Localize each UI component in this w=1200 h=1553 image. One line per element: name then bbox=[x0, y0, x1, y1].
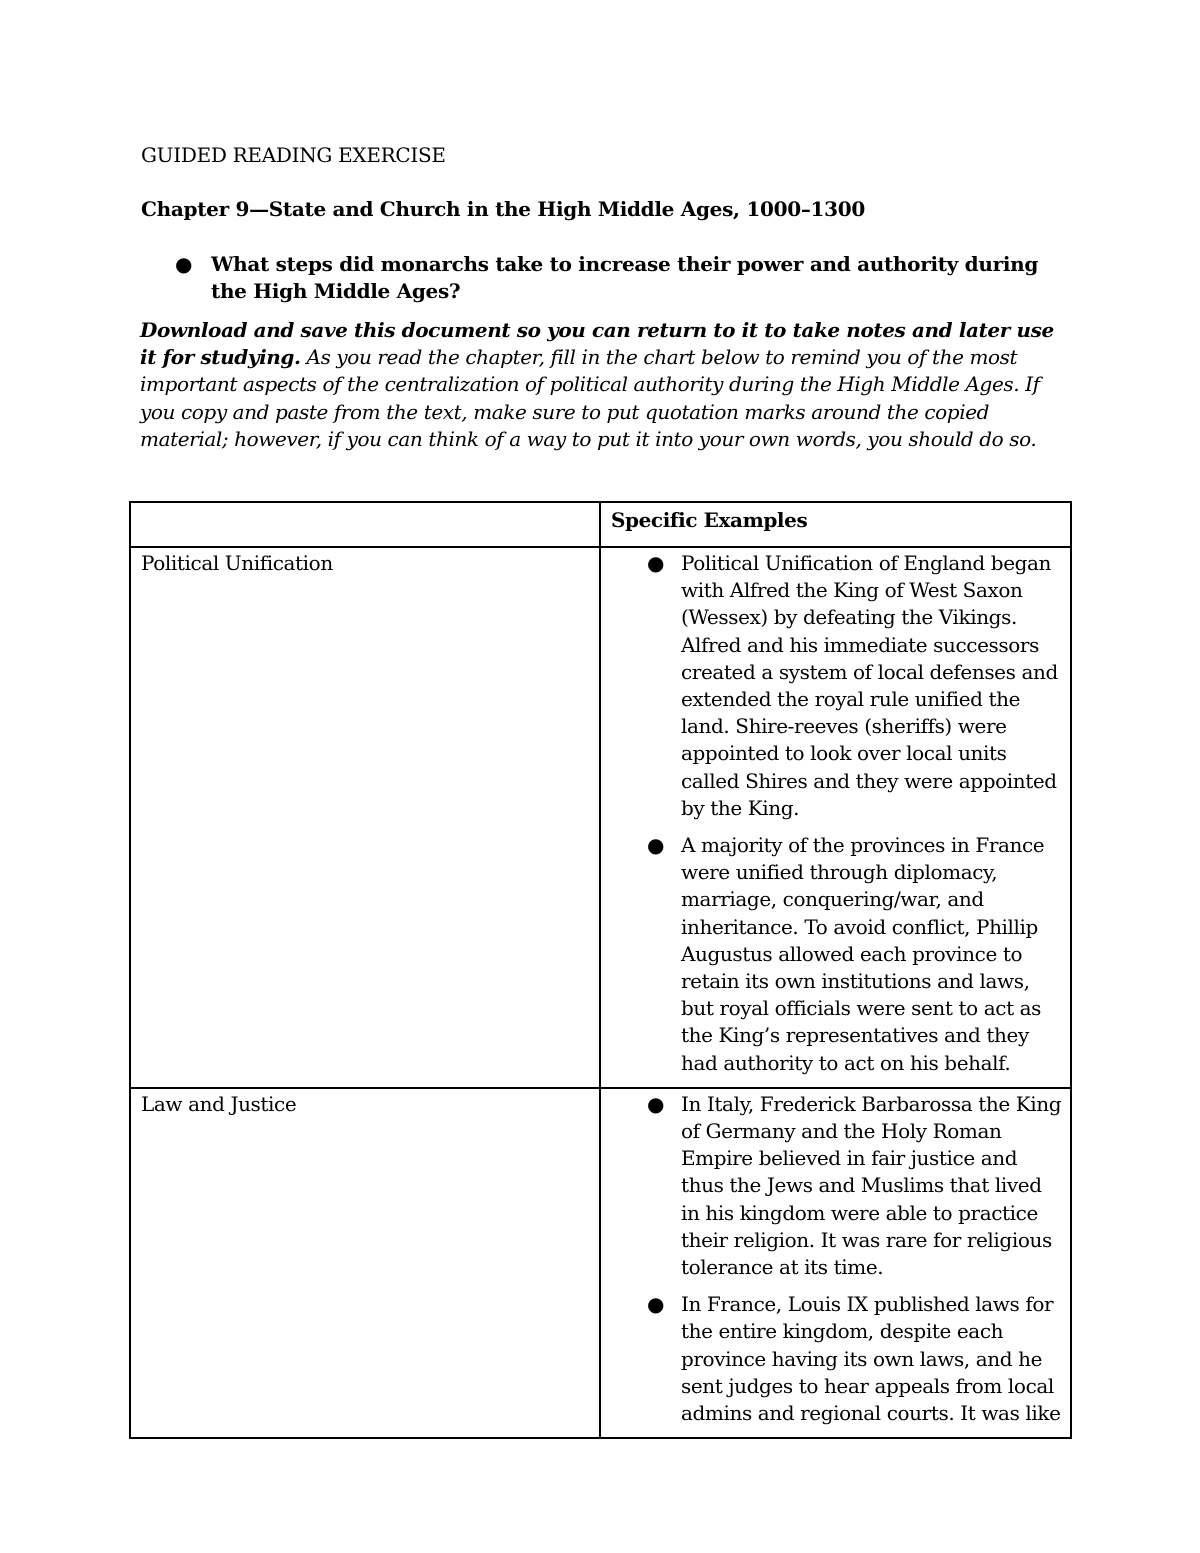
guiding-question-text: What steps did monarchs take to increase their power and authority during the High Middle Ages? bbox=[211, 252, 1039, 303]
list-item bbox=[601, 1291, 1070, 1427]
example-text: Political Unification of England began with Alfred the King of West Saxon (Wessex) by defeating the Vikings. Alfred and his immediate successors created a system of local defenses and extended the royal rule unified the land. Shire-reeves (sheriffs) were appointed to look over local units called Shires and they were appointed by the King. bbox=[680, 551, 1058, 820]
chart-header-specific-examples: Specific Examples bbox=[600, 502, 1071, 547]
examples-cell bbox=[600, 547, 1071, 1088]
table-row bbox=[130, 547, 1071, 1088]
instructions-bold: Download and save this document so you can return to it to take notes and later use it for studying. bbox=[140, 318, 1054, 370]
table-row bbox=[130, 1088, 1071, 1438]
bullet-icon: ● bbox=[646, 833, 665, 858]
bullet-icon: ● bbox=[175, 252, 193, 276]
bullet-icon: ● bbox=[646, 551, 665, 575]
category-law-and-justice: Law and Justice bbox=[130, 1088, 600, 1438]
example-text: In France, Louis IX published laws for the entire kingdom, despite each province having its own laws, and he sent judges to hear appeals from local admins and regional courts. It was like bbox=[680, 1292, 1061, 1426]
examples-cell bbox=[600, 1088, 1071, 1438]
category-political-unification: Political Unification bbox=[130, 547, 600, 1088]
instructions-paragraph bbox=[140, 317, 1060, 453]
instructions-text: As you read the chapter, fill in the chart below to remind you of the most important aspects of the centralization of political authority during the High Middle Ages. If you copy and paste from the text, make sure to put quotation marks around the copied material; however, if you can think of a way to put it into your own words, you should do so. bbox=[140, 345, 1040, 451]
chart-header-left bbox=[130, 502, 600, 547]
document-heading: GUIDED READING EXERCISE bbox=[141, 143, 446, 167]
example-text: A majority of the provinces in France were unified through diplomacy, marriage, conquering/war, and inheritance. To avoid conflict, Phillip Augustus allowed each province to retain its own institutions and laws, but royal officials were sent to act as the King’s representatives and they had authority to act on his behalf. bbox=[680, 833, 1045, 1075]
chapter-title: Chapter 9—State and Church in the High Middle Ages, 1000–1300 bbox=[141, 197, 865, 221]
examples-chart bbox=[129, 501, 1072, 1439]
example-text: In Italy, Frederick Barbarossa the King of Germany and the Holy Roman Empire believed in fair justice and thus the Jews and Muslims that lived in his kingdom were able to practice their religion. It was rare for religious tolerance at its time. bbox=[680, 1091, 1062, 1280]
examples-list bbox=[601, 1091, 1070, 1427]
bullet-icon: ● bbox=[646, 1091, 665, 1116]
bullet-icon: ● bbox=[646, 1292, 665, 1317]
chart-header-row bbox=[130, 502, 1071, 547]
examples-list bbox=[601, 550, 1070, 1077]
list-item bbox=[601, 832, 1070, 1077]
list-item bbox=[601, 550, 1070, 822]
list-item bbox=[601, 1091, 1070, 1281]
